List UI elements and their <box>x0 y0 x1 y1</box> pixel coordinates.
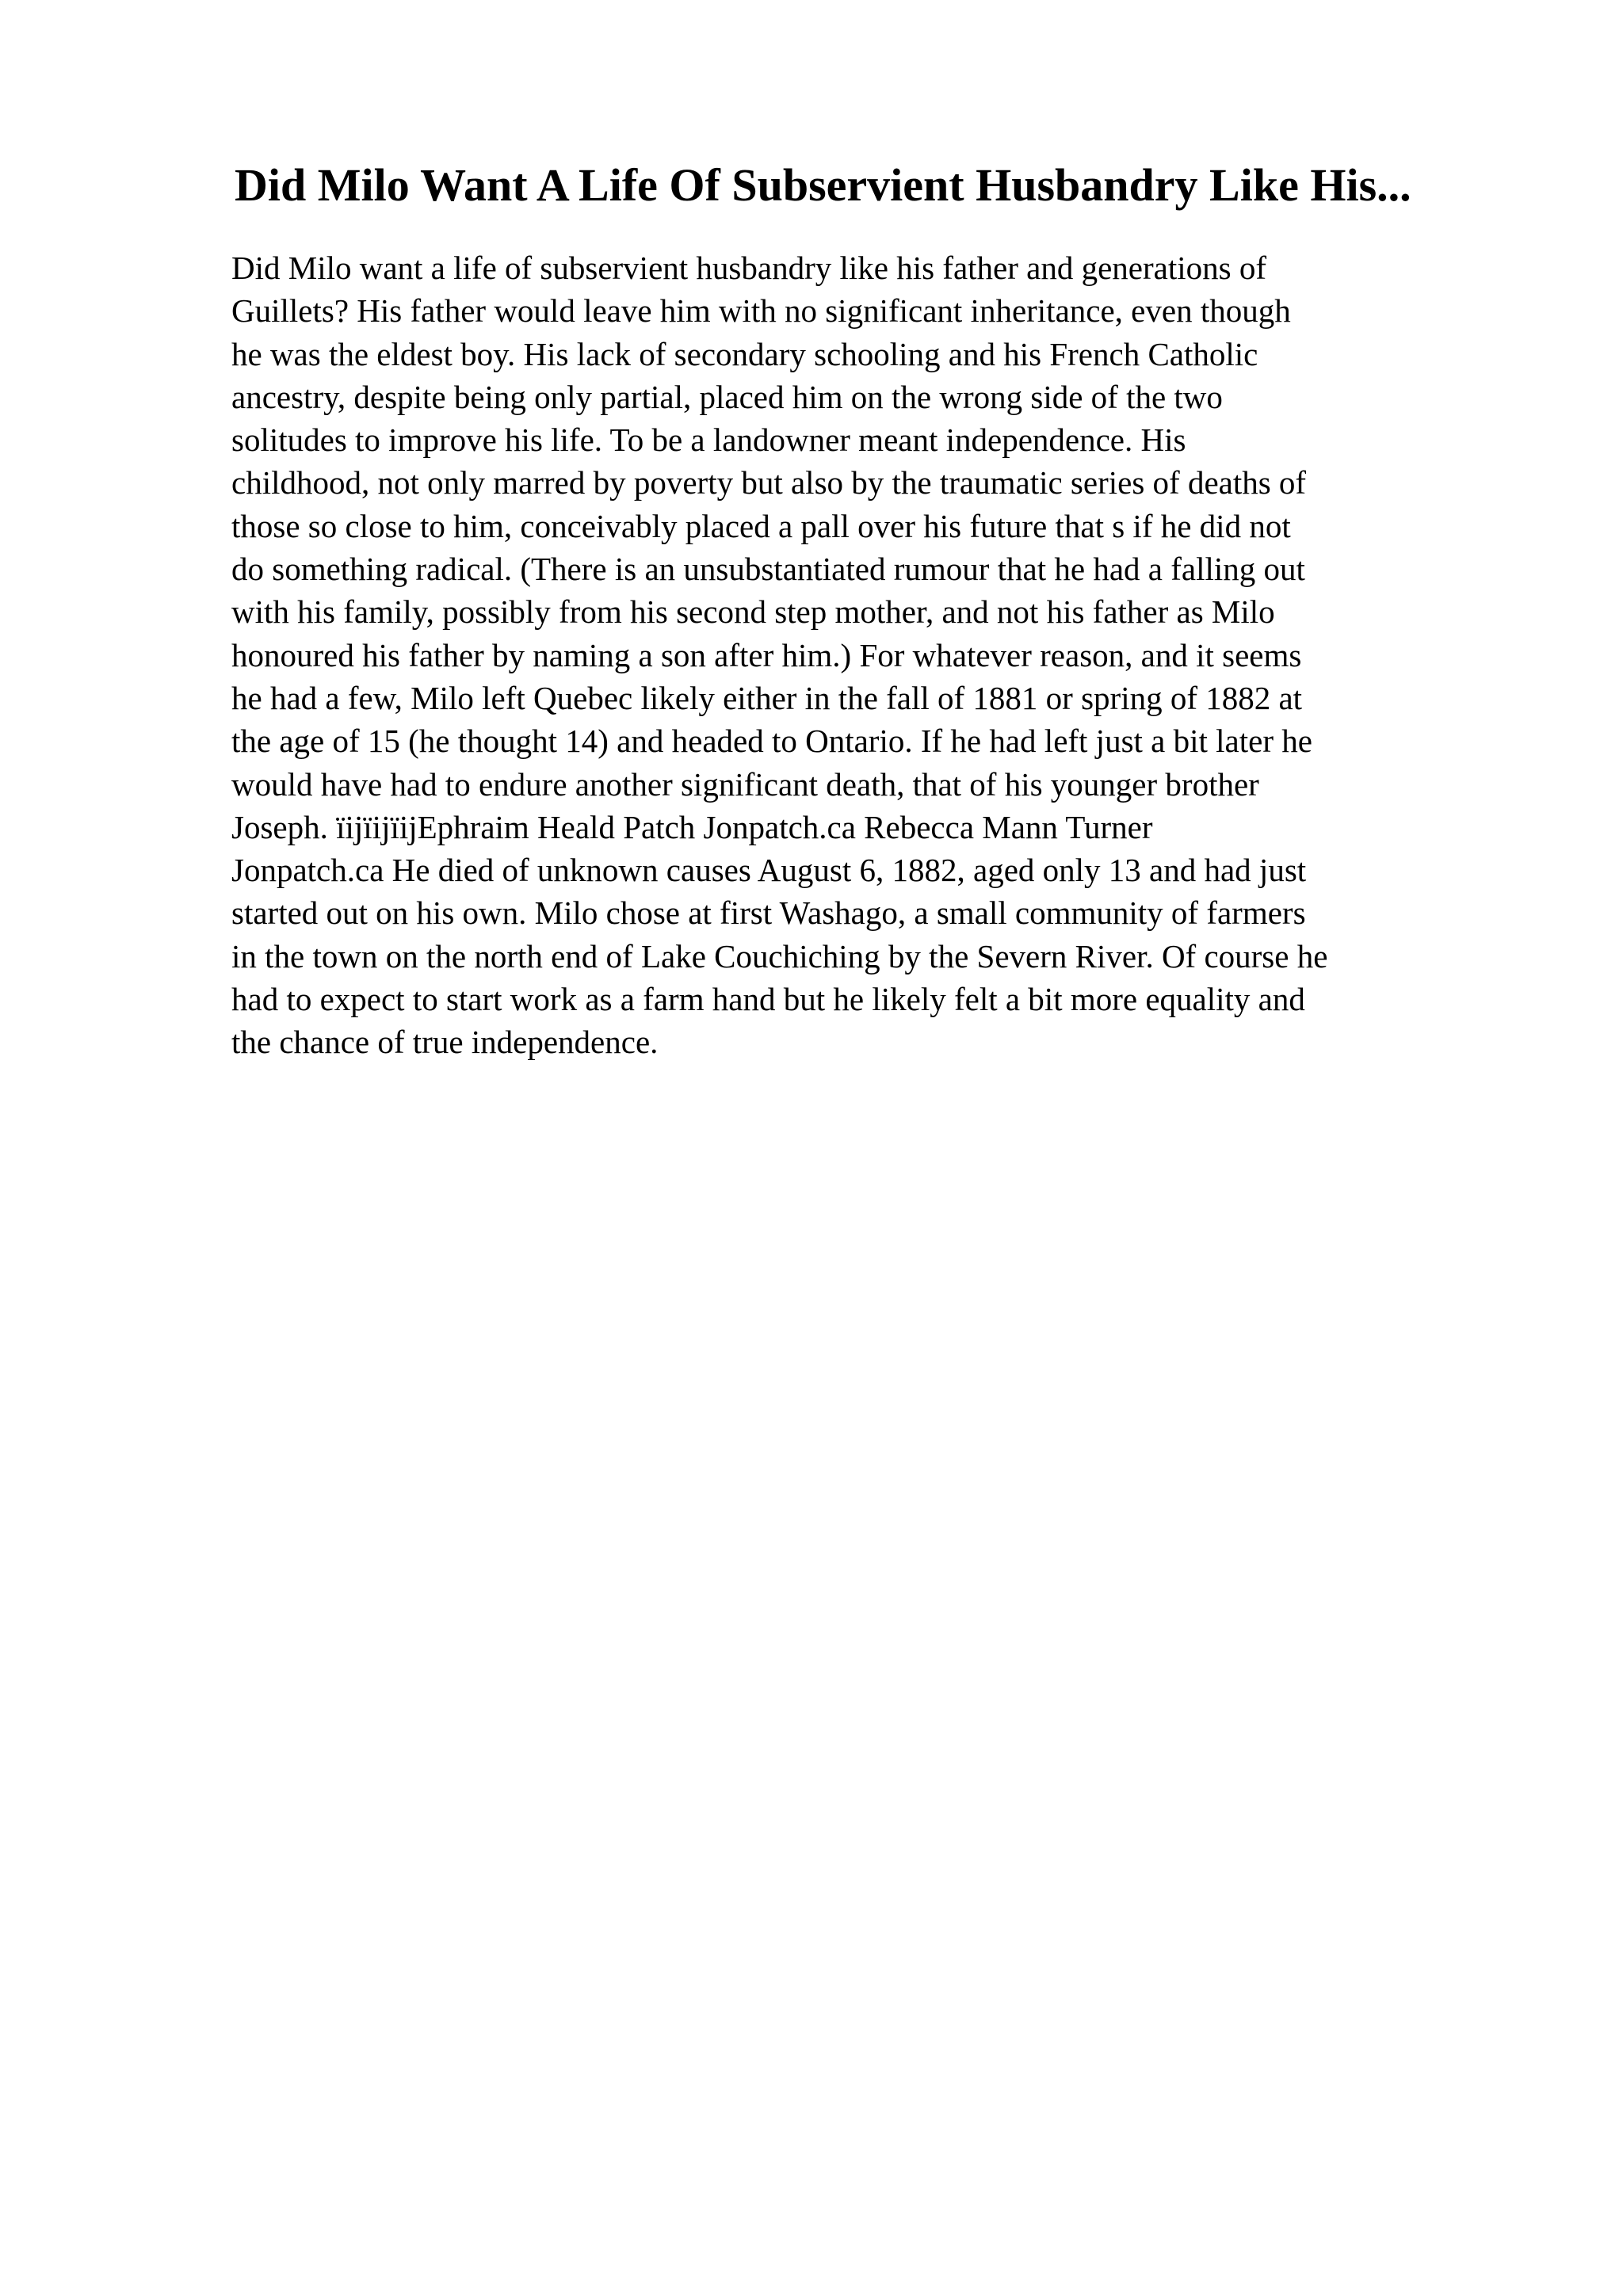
body-line: started out on his own. Milo chose at first Washago, a small community of farmers <box>231 894 1306 932</box>
body-line: in the town on the north end of Lake Couchiching by the Severn River. Of course he <box>231 937 1328 974</box>
body-line: he had a few, Milo left Quebec likely either in the fall of 1881 or spring of 1882 at <box>231 679 1303 716</box>
body-line: had to expect to start work as a farm hand but he likely felt a bit more equality and <box>231 981 1305 1018</box>
body-line: would have had to endure another significant death, that of his younger brother <box>231 765 1259 803</box>
body-line: solitudes to improve his life. To be a landowner meant independence. His <box>231 421 1186 459</box>
body-line: do something radical. (There is an unsubstantiated rumour that he had a falling out <box>231 551 1305 588</box>
page-title: Did Milo Want A Life Of Subservient Husbandry Like His... <box>235 159 1411 211</box>
body-paragraph <box>231 246 1499 1064</box>
body-line: Did Milo want a life of subservient husbandry like his father and generations of <box>231 250 1266 286</box>
body-line: ancestry, despite being only partial, placed him on the wrong side of the two <box>231 378 1223 415</box>
body-line: Guillets? His father would leave him with no significant inheritance, even though <box>231 292 1291 330</box>
body-line: Joseph. ïijïijïijEphraim Heald Patch Jonpatch.ca Rebecca Mann Turner <box>231 808 1153 845</box>
body-line: the age of 15 (he thought 14) and headed to Ontario. If he had left just a bit later he <box>231 723 1312 760</box>
body-line: he was the eldest boy. His lack of secondary schooling and his French Catholic <box>231 335 1258 372</box>
body-line: Jonpatch.ca He died of unknown causes August 6, 1882, aged only 13 and had just <box>231 852 1307 889</box>
body-line: childhood, not only marred by poverty but also by the traumatic series of deaths of <box>231 464 1307 502</box>
body-line: those so close to him, conceivably placed a pall over his future that s if he did not <box>231 507 1291 544</box>
body-line: honoured his father by naming a son after him.) For whatever reason, and it seems <box>231 636 1302 673</box>
body-line: with his family, possibly from his second step mother, and not his father as Milo <box>231 593 1275 631</box>
body-line: the chance of true independence. <box>231 1024 659 1061</box>
